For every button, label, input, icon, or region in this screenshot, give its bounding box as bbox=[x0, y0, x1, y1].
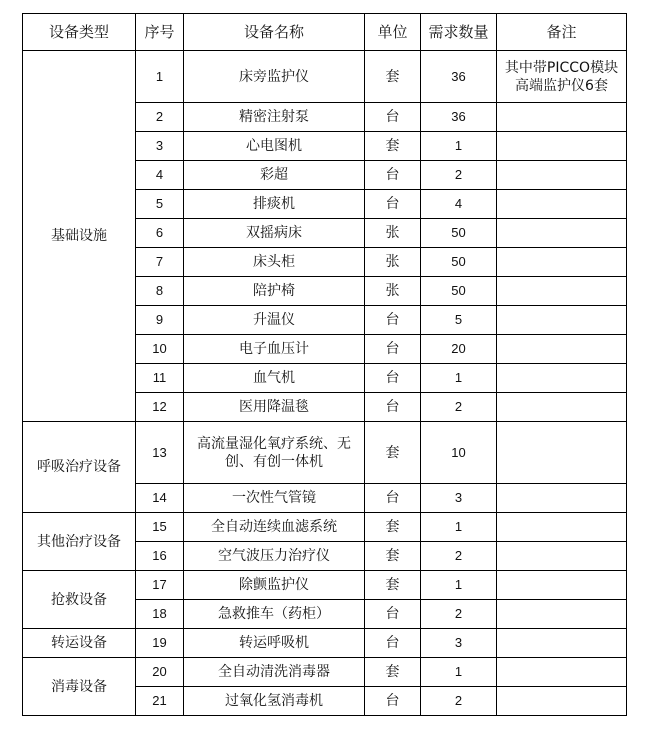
name-cell: 排痰机 bbox=[184, 190, 365, 219]
header-unit: 单位 bbox=[365, 14, 421, 51]
name-cell: 一次性气管镜 bbox=[184, 484, 365, 513]
note-cell bbox=[497, 161, 627, 190]
category-cell: 转运设备 bbox=[23, 629, 136, 658]
unit-cell: 套 bbox=[365, 658, 421, 687]
note-cell bbox=[497, 335, 627, 364]
note-cell bbox=[497, 513, 627, 542]
table-row bbox=[23, 513, 627, 542]
unit-cell: 台 bbox=[365, 364, 421, 393]
unit-cell: 台 bbox=[365, 306, 421, 335]
table-row bbox=[23, 658, 627, 687]
unit-cell: 台 bbox=[365, 600, 421, 629]
note-cell bbox=[497, 687, 627, 716]
qty-cell: 3 bbox=[421, 484, 497, 513]
name-cell: 全自动连续血滤系统 bbox=[184, 513, 365, 542]
unit-cell: 台 bbox=[365, 103, 421, 132]
note-cell bbox=[497, 658, 627, 687]
unit-cell: 台 bbox=[365, 190, 421, 219]
table-row bbox=[23, 422, 627, 484]
note-cell bbox=[497, 571, 627, 600]
seq-cell: 10 bbox=[136, 335, 184, 364]
qty-cell: 50 bbox=[421, 248, 497, 277]
header-seq: 序号 bbox=[136, 14, 184, 51]
note-cell bbox=[497, 629, 627, 658]
qty-cell: 1 bbox=[421, 513, 497, 542]
header-qty: 需求数量 bbox=[421, 14, 497, 51]
category-cell: 抢救设备 bbox=[23, 571, 136, 629]
qty-cell: 36 bbox=[421, 103, 497, 132]
seq-cell: 21 bbox=[136, 687, 184, 716]
qty-cell: 50 bbox=[421, 277, 497, 306]
seq-cell: 3 bbox=[136, 132, 184, 161]
qty-cell: 2 bbox=[421, 542, 497, 571]
note-cell bbox=[497, 277, 627, 306]
unit-cell: 套 bbox=[365, 422, 421, 484]
table-row bbox=[23, 571, 627, 600]
category-cell: 呼吸治疗设备 bbox=[23, 422, 136, 513]
seq-cell: 8 bbox=[136, 277, 184, 306]
name-cell: 空气波压力治疗仪 bbox=[184, 542, 365, 571]
name-cell: 陪护椅 bbox=[184, 277, 365, 306]
name-cell: 床旁监护仪 bbox=[184, 51, 365, 103]
header-row bbox=[23, 14, 627, 51]
seq-cell: 12 bbox=[136, 393, 184, 422]
name-cell: 血气机 bbox=[184, 364, 365, 393]
qty-cell: 2 bbox=[421, 393, 497, 422]
seq-cell: 14 bbox=[136, 484, 184, 513]
category-cell: 其他治疗设备 bbox=[23, 513, 136, 571]
table-row bbox=[23, 51, 627, 103]
unit-cell: 台 bbox=[365, 629, 421, 658]
unit-cell: 台 bbox=[365, 484, 421, 513]
unit-cell: 台 bbox=[365, 687, 421, 716]
qty-cell: 2 bbox=[421, 687, 497, 716]
unit-cell: 张 bbox=[365, 219, 421, 248]
seq-cell: 1 bbox=[136, 51, 184, 103]
name-cell: 全自动清洗消毒器 bbox=[184, 658, 365, 687]
note-cell bbox=[497, 364, 627, 393]
qty-cell: 36 bbox=[421, 51, 497, 103]
name-cell: 急救推车（药柜） bbox=[184, 600, 365, 629]
seq-cell: 5 bbox=[136, 190, 184, 219]
qty-cell: 3 bbox=[421, 629, 497, 658]
header-note: 备注 bbox=[497, 14, 627, 51]
name-cell: 精密注射泵 bbox=[184, 103, 365, 132]
header-category: 设备类型 bbox=[23, 14, 136, 51]
name-cell: 彩超 bbox=[184, 161, 365, 190]
note-cell bbox=[497, 219, 627, 248]
table-row bbox=[23, 629, 627, 658]
note-cell bbox=[497, 306, 627, 335]
seq-cell: 9 bbox=[136, 306, 184, 335]
qty-cell: 10 bbox=[421, 422, 497, 484]
name-cell: 双摇病床 bbox=[184, 219, 365, 248]
note-cell bbox=[497, 393, 627, 422]
category-cell: 基础设施 bbox=[23, 51, 136, 422]
name-cell: 除颤监护仪 bbox=[184, 571, 365, 600]
name-cell: 床头柜 bbox=[184, 248, 365, 277]
unit-cell: 张 bbox=[365, 277, 421, 306]
note-cell bbox=[497, 542, 627, 571]
equipment-table bbox=[22, 13, 627, 716]
name-cell: 转运呼吸机 bbox=[184, 629, 365, 658]
seq-cell: 20 bbox=[136, 658, 184, 687]
qty-cell: 4 bbox=[421, 190, 497, 219]
unit-cell: 套 bbox=[365, 542, 421, 571]
note-cell bbox=[497, 190, 627, 219]
seq-cell: 19 bbox=[136, 629, 184, 658]
name-cell: 过氧化氢消毒机 bbox=[184, 687, 365, 716]
qty-cell: 1 bbox=[421, 571, 497, 600]
qty-cell: 2 bbox=[421, 600, 497, 629]
note-cell: 其中带PICCO模块高端监护仪6套 bbox=[497, 51, 627, 103]
seq-cell: 4 bbox=[136, 161, 184, 190]
seq-cell: 15 bbox=[136, 513, 184, 542]
unit-cell: 台 bbox=[365, 161, 421, 190]
unit-cell: 套 bbox=[365, 513, 421, 542]
unit-cell: 台 bbox=[365, 393, 421, 422]
qty-cell: 1 bbox=[421, 658, 497, 687]
seq-cell: 6 bbox=[136, 219, 184, 248]
qty-cell: 1 bbox=[421, 364, 497, 393]
qty-cell: 2 bbox=[421, 161, 497, 190]
category-cell: 消毒设备 bbox=[23, 658, 136, 716]
seq-cell: 17 bbox=[136, 571, 184, 600]
unit-cell: 套 bbox=[365, 571, 421, 600]
name-cell: 医用降温毯 bbox=[184, 393, 365, 422]
name-cell: 高流量湿化氧疗系统、无创、有创一体机 bbox=[184, 422, 365, 484]
name-cell: 心电图机 bbox=[184, 132, 365, 161]
unit-cell: 台 bbox=[365, 335, 421, 364]
seq-cell: 2 bbox=[136, 103, 184, 132]
name-cell: 升温仪 bbox=[184, 306, 365, 335]
header-name: 设备名称 bbox=[184, 14, 365, 51]
note-cell bbox=[497, 484, 627, 513]
note-cell bbox=[497, 600, 627, 629]
unit-cell: 张 bbox=[365, 248, 421, 277]
seq-cell: 16 bbox=[136, 542, 184, 571]
unit-cell: 套 bbox=[365, 132, 421, 161]
qty-cell: 5 bbox=[421, 306, 497, 335]
note-cell bbox=[497, 422, 627, 484]
seq-cell: 13 bbox=[136, 422, 184, 484]
qty-cell: 1 bbox=[421, 132, 497, 161]
seq-cell: 18 bbox=[136, 600, 184, 629]
note-cell bbox=[497, 103, 627, 132]
note-cell bbox=[497, 248, 627, 277]
unit-cell: 套 bbox=[365, 51, 421, 103]
qty-cell: 50 bbox=[421, 219, 497, 248]
qty-cell: 20 bbox=[421, 335, 497, 364]
note-cell bbox=[497, 132, 627, 161]
seq-cell: 7 bbox=[136, 248, 184, 277]
name-cell: 电子血压计 bbox=[184, 335, 365, 364]
seq-cell: 11 bbox=[136, 364, 184, 393]
